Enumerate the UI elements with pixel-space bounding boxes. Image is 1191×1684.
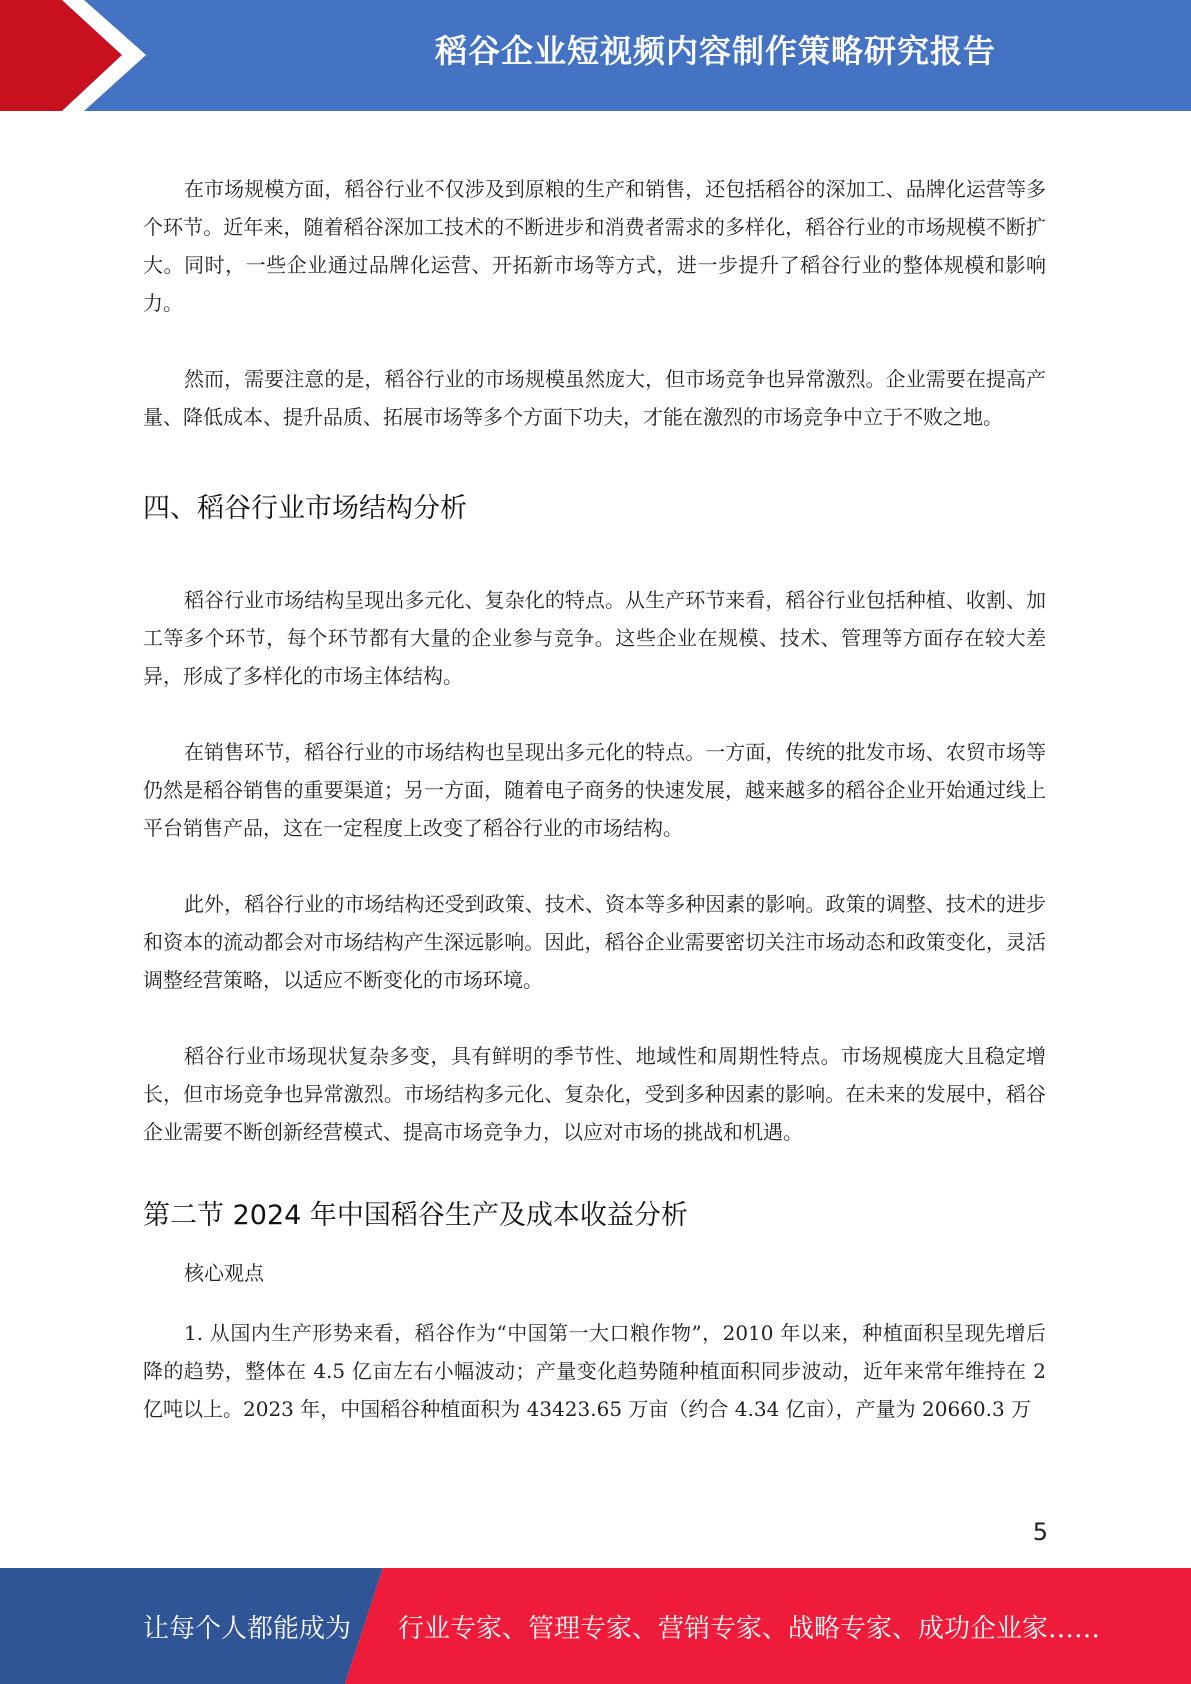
footer-slogan-right: 行业专家、管理专家、营销专家、战略专家、成功企业家…… xyxy=(398,1614,1101,1644)
report-title: 稻谷企业短视频内容制作策略研究报告 xyxy=(434,32,996,70)
page-footer xyxy=(0,1568,1191,1684)
paragraph-domestic-production: 1. 从国内生产形势来看，稻谷作为“中国第一大口粮作物”，2010 年以来，种植面积呈现先增后降的趋势，整体在 4.5 亿亩左右小幅波动；产量变化趋势随种植面积同步波动，近年来常年维持在 2 亿吨以上。2023 年，中国稻谷种植面积为 43423.65 万亩（约合 4.34 亿亩），产量为 20660.3 万 xyxy=(143,1321,1046,1421)
section-heading-production-cost: 第二节 2024 年中国稻谷生产及成本收益分析 xyxy=(143,1200,688,1231)
page-header xyxy=(0,0,1191,111)
paragraph-competition: 然而，需要注意的是，稻谷行业的市场规模虽然庞大，但市场竞争也异常激烈。企业需要在提高产量、降低成本、提升品质、拓展市场等多个方面下功夫，才能在激烈的市场竞争中立于不败之地。 xyxy=(143,367,1046,429)
page-number: 5 xyxy=(1032,1518,1048,1546)
page-content xyxy=(143,170,1046,1428)
paragraph-structure-sales: 在销售环节，稻谷行业的市场结构也呈现出多元化的特点。一方面，传统的批发市场、农贸市场等仍然是稻谷销售的重要渠道；另一方面，随着电子商务的快速发展，越来越多的稻谷企业开始通过线上平台销售产品，这在一定程度上改变了稻谷行业的市场结构。 xyxy=(143,740,1046,840)
core-viewpoint-label: 核心观点 xyxy=(184,1261,264,1285)
paragraph-structure-factors: 此外，稻谷行业的市场结构还受到政策、技术、资本等多种因素的影响。政策的调整、技术的进步和资本的流动都会对市场结构产生深远影响。因此，稻谷企业需要密切关注市场动态和政策变化，灵活调整经营策略，以适应不断变化的市场环境。 xyxy=(143,892,1046,992)
section-heading-market-structure: 四、稻谷行业市场结构分析 xyxy=(143,493,467,524)
footer-slogan-left: 让每个人都能成为 xyxy=(143,1614,352,1644)
paragraph-structure-production: 稻谷行业市场结构呈现出多元化、复杂化的特点。从生产环节来看，稻谷行业包括种植、收割、加工等多个环节，每个环节都有大量的企业参与竞争。这些企业在规模、技术、管理等方面存在较大差异，形成了多样化的市场主体结构。 xyxy=(143,588,1046,688)
paragraph-summary: 稻谷行业市场现状复杂多变，具有鲜明的季节性、地域性和周期性特点。市场规模庞大且稳定增长，但市场竞争也异常激烈。市场结构多元化、复杂化，受到多种因素的影响。在未来的发展中，稻谷企业需要不断创新经营模式、提高市场竞争力，以应对市场的挑战和机遇。 xyxy=(143,1044,1046,1144)
paragraph-market-scale: 在市场规模方面，稻谷行业不仅涉及到原粮的生产和销售，还包括稻谷的深加工、品牌化运营等多个环节。近年来，随着稻谷深加工技术的不断进步和消费者需求的多样化，稻谷行业的市场规模不断扩大。同时，一些企业通过品牌化运营、开拓新市场等方式，进一步提升了稻谷行业的整体规模和影响力。 xyxy=(143,177,1046,315)
